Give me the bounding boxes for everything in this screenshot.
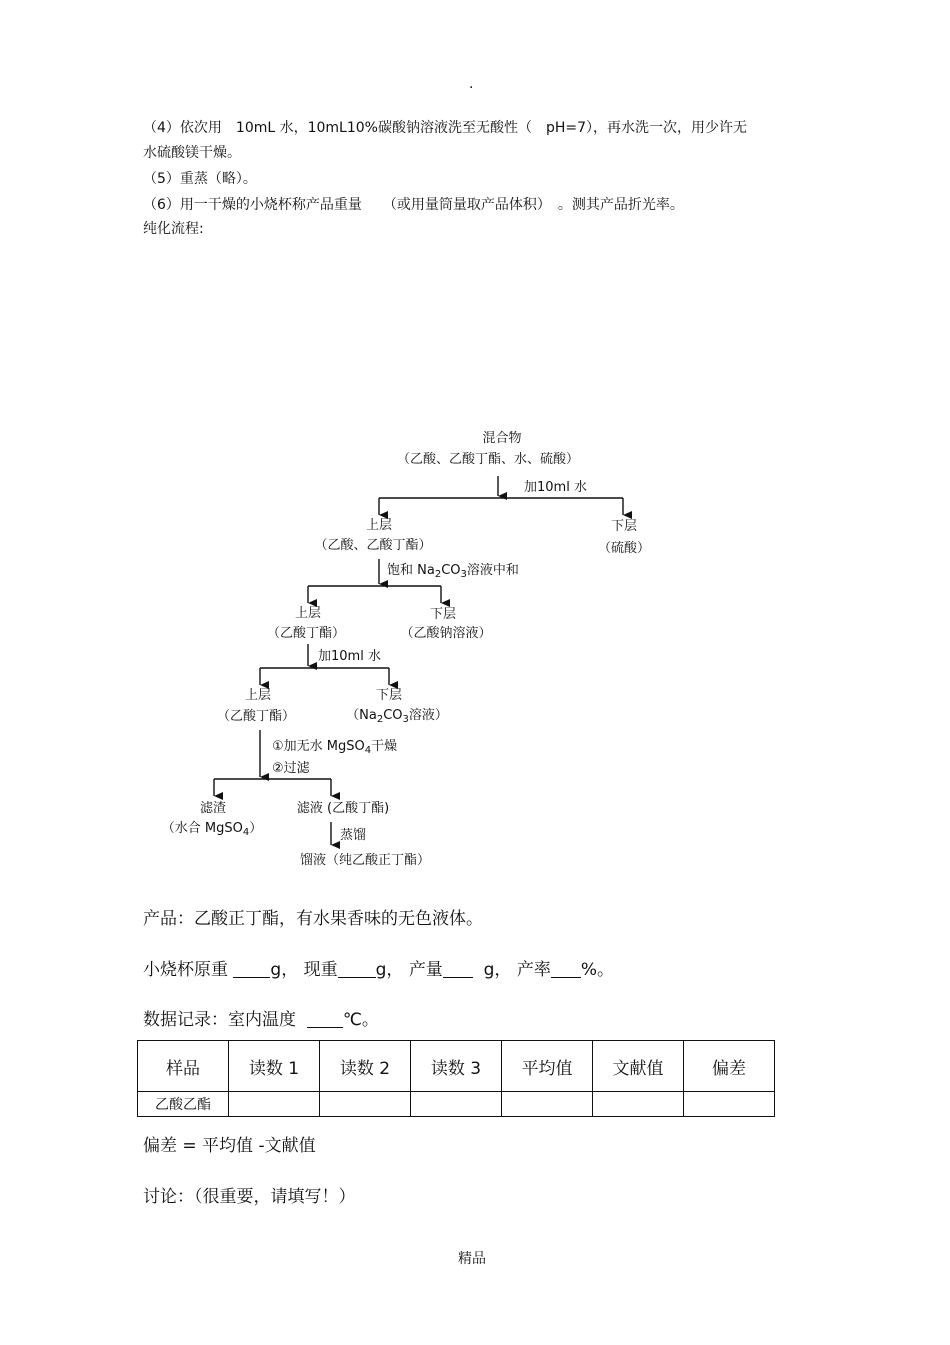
orig-weight-blank[interactable] [233,961,270,978]
lower-layer-3-sub: （$Na_2CO_3$溶液） [346,708,448,725]
table-cell[interactable] [593,1092,684,1117]
table-cell[interactable] [411,1092,502,1117]
lower-layer-2: 下层 [429,607,457,622]
rate-blank[interactable] [551,961,581,978]
table-header-row [138,1041,775,1092]
header-cell: 文献值 [593,1041,684,1092]
lower-layer-3: 下层 [375,688,403,703]
step-neutralize: 饱和 $Na_2CO_3$溶液中和 [387,563,519,580]
lower-layer-2-sub: （乙酸钠溶液） [400,626,492,641]
table-cell[interactable] [502,1092,593,1117]
weights-line: 小烧杯原重 g， 现重 g， 产量 g， 产率 %。 [143,960,614,980]
lower-layer-1: 下层 [610,519,638,534]
upper-layer-2: 上层 [294,606,322,621]
upper-layer-1: 上层 [365,518,393,533]
deviation-formula: 偏差 = 平均值 -文献值 [143,1136,316,1156]
upper-layer-2-sub: （乙酸丁酯） [266,626,346,641]
header-cell: 平均值 [502,1041,593,1092]
footer: 精品 [458,1251,486,1267]
step-5: （5）重蒸（略）。 [143,171,257,187]
residue: 滤渣 [199,801,227,816]
temperature-blank[interactable] [307,1011,343,1028]
step-6: （6）用一干燥的小烧杯称产品重量 （或用量筒量取产品体积） 。测其产品折光率。 [143,197,684,213]
distillate: 馏液（纯乙酸正丁酯） [299,853,431,868]
step-add-water-2: 加10ml 水 [318,649,381,664]
residue-sub: （水合 MgSO$_4$） [161,821,263,838]
header-cell: 样品 [138,1041,229,1092]
step-distill: 蒸馏 [340,828,367,843]
header-dot: . [469,76,474,92]
root-sub: （乙酸、乙酸丁酯、水、硫酸） [396,452,580,467]
root-title: 混合物 [482,431,522,446]
discussion: 讨论：（很重要，请填写！） [143,1187,356,1207]
yield-blank[interactable] [443,961,473,978]
flow-title: 纯化流程: [143,221,204,237]
table-cell[interactable] [684,1092,775,1117]
table-cell: 乙酸乙酯 [138,1092,229,1117]
header-cell: 读数 1 [229,1041,320,1092]
product-line: 产品：乙酸正丁酯，有水果香味的无色液体。 [143,909,483,929]
header-cell: 读数 3 [411,1041,502,1092]
data-table [137,1040,775,1117]
step-4-line2: 水硫酸镁干燥。 [143,145,241,161]
table-cell[interactable] [320,1092,411,1117]
table-cell[interactable] [229,1092,320,1117]
upper-layer-3: 上层 [244,688,272,703]
header-cell: 偏差 [684,1041,775,1092]
step-filter: ②过滤 [272,761,310,776]
upper-layer-3-sub: （乙酸丁酯） [216,709,296,724]
step-dry: ①加无水 MgSO$_4$干燥 [272,739,398,756]
upper-layer-1-sub: （乙酸、乙酸丁酯） [314,538,432,553]
step-4-line1: （4）依次用 10mL 水，10mL10%碳酸钠溶液洗至无酸性（ pH=7），再水洗一次，用少许无 [143,120,748,136]
filtrate: 滤液 (乙酸丁酯) [296,801,390,816]
current-weight-blank[interactable] [338,961,376,978]
step-add-water-1: 加10ml 水 [524,480,587,495]
record-line: 数据记录：室内温度 ℃。 [143,1010,379,1030]
table-row [138,1092,775,1117]
header-cell: 读数 2 [320,1041,411,1092]
lower-layer-1-sub: （硫酸） [597,541,651,556]
